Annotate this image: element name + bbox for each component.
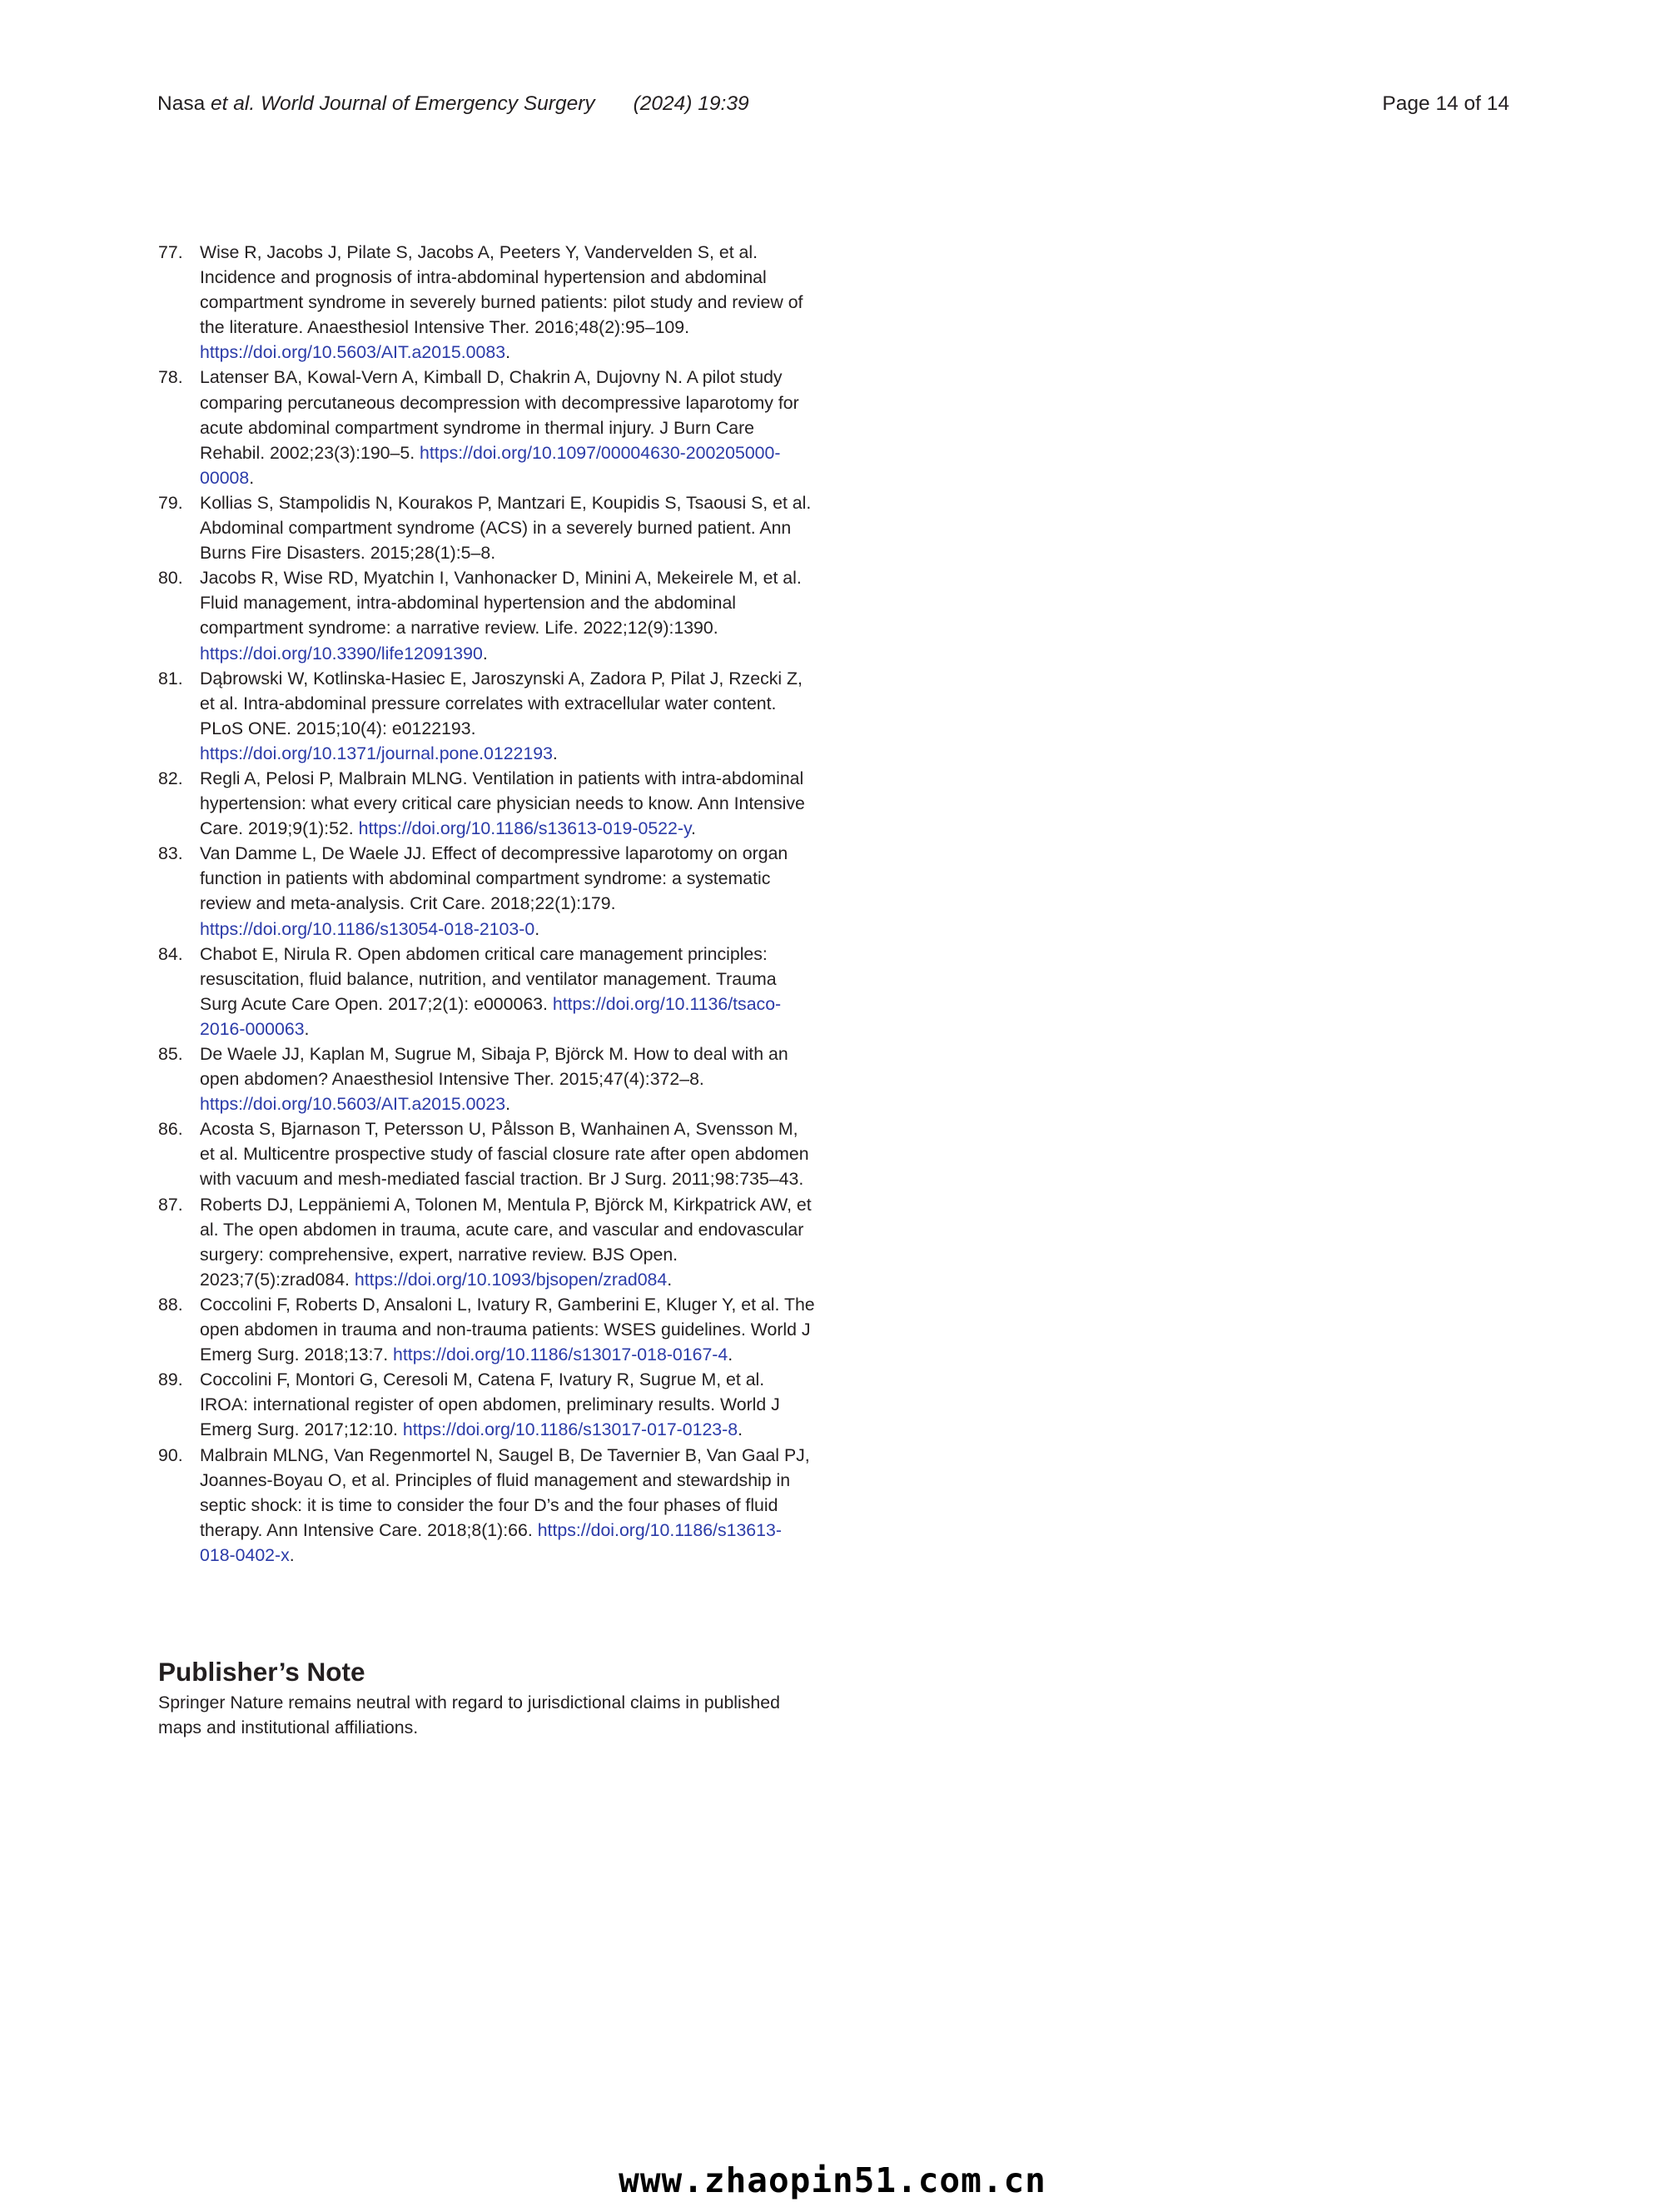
reference-end-punctuation: . — [552, 743, 558, 763]
reference-end-punctuation: . — [728, 1345, 733, 1365]
reference-body — [200, 1443, 816, 1568]
doi-link[interactable]: https://doi.org/10.5603/AIT.a2015.0083 — [200, 342, 506, 363]
reference-number: 80. — [158, 568, 183, 589]
running-head — [157, 90, 1509, 118]
publisher-note-text: Springer Nature remains neutral with regard to jurisdictional claims in published maps and institutional affiliations. — [158, 1693, 780, 1738]
reference-body — [200, 766, 816, 841]
running-head-citation — [157, 90, 749, 118]
doi-link[interactable]: https://doi.org/10.1093/bjsopen/zrad084 — [354, 1269, 668, 1290]
reference-item — [158, 942, 816, 1041]
header-authors: Nasa — [157, 92, 211, 115]
reference-end-punctuation: . — [304, 1018, 310, 1039]
reference-item — [158, 766, 816, 841]
reference-body — [200, 666, 816, 766]
reference-number: 87. — [158, 1194, 183, 1215]
watermark-url: www.zhaopin51.com.cn — [619, 2160, 1046, 2200]
doi-link[interactable]: https://doi.org/10.1186/s13017-018-0167-4 — [393, 1345, 728, 1365]
reference-text: Jacobs R, Wise RD, Myatchin I, Vanhonacker D, Minini A, Mekeirele M, et al. Fluid management, intra-abdominal hypertension and the abdominal compartment syndrome: a narrative review. Life. 2022;12(9):1390. — [200, 568, 802, 639]
reference-text: Roberts DJ, Leppäniemi A, Tolonen M, Mentula P, Björck M, Kirkpatrick AW, et al. The open abdomen in trauma, acute care, and vascular and endovascular surgery: comprehensive, expert, narrative review. BJS Open. 2023;7(5):zrad084. — [200, 1194, 812, 1290]
reference-body — [200, 1192, 816, 1292]
reference-item — [158, 240, 816, 365]
reference-body — [200, 1116, 816, 1191]
reference-end-punctuation: . — [249, 467, 255, 488]
doi-link[interactable]: https://doi.org/10.1186/s13613-019-0522-y — [358, 818, 692, 839]
reference-end-punctuation: . — [738, 1419, 743, 1440]
reference-number: 84. — [158, 943, 183, 964]
reference-text: Acosta S, Bjarnason T, Petersson U, Pålsson B, Wanhainen A, Svensson M, et al. Multicentre prospective study of fascial closure rate after open abdomen with vacuum and mesh-mediated fascial traction. Br J Surg. 2011;98:735–43. — [200, 1119, 809, 1190]
reference-number: 81. — [158, 668, 183, 688]
reference-body — [200, 1367, 816, 1442]
reference-item — [158, 365, 816, 490]
reference-body — [200, 1041, 816, 1116]
reference-text: Coccolini F, Montori G, Ceresoli M, Catena F, Ivatury R, Sugrue M, et al. IROA: international register of open abdomen, preliminary results. World J Emerg Surg. 2017;12:10. — [200, 1369, 780, 1440]
reference-number: 79. — [158, 492, 183, 513]
reference-text: Malbrain MLNG, Van Regenmortel N, Saugel B, De Tavernier B, Van Gaal PJ, Joannes-Boyau O, et al. Principles of fluid management and stewardship in septic shock: it is time to consider the four D’s and the four phases of fluid therapy. Ann Intensive Care. 2018;8(1):66. — [200, 1444, 810, 1540]
reference-text: Chabot E, Nirula R. Open abdomen critical care management principles: resuscitation, fluid balance, nutrition, and ventilator management. Trauma Surg Acute Care Open. 2017;2(1): e000063. — [200, 943, 777, 1014]
doi-link[interactable]: https://doi.org/10.1371/journal.pone.0122193 — [200, 743, 553, 763]
reference-text: Wise R, Jacobs J, Pilate S, Jacobs A, Peeters Y, Vandervelden S, et al. Incidence and prognosis of intra-abdominal hypertension and abdominal compartment syndrome in severely burned patients: pilot study and review of the literature. Anaesthesiol Intensive Ther. 2016;48(2):95–109. — [200, 242, 803, 338]
reference-item — [158, 1192, 816, 1292]
reference-item — [158, 1292, 816, 1367]
reference-number: 86. — [158, 1119, 183, 1140]
reference-text: De Waele JJ, Kaplan M, Sugrue M, Sibaja P, Björck M. How to deal with an open abdomen? Anaesthesiol Intensive Ther. 2015;47(4):372–8. — [200, 1044, 788, 1090]
reference-text: Regli A, Pelosi P, Malbrain MLNG. Ventilation in patients with intra-abdominal hypertension: what every critical care physician needs to know. Ann Intensive Care. 2019;9(1):52. — [200, 768, 805, 839]
reference-number: 78. — [158, 367, 183, 388]
header-issue: (2024) 19:39 — [633, 92, 749, 115]
doi-link[interactable]: https://doi.org/10.1186/s13054-018-2103-0 — [200, 918, 535, 939]
reference-end-punctuation: . — [691, 818, 696, 839]
reference-item — [158, 666, 816, 766]
reference-body — [200, 240, 816, 365]
doi-link[interactable]: https://doi.org/10.1136/tsaco-2016-000063 — [200, 993, 782, 1039]
doi-link[interactable]: https://doi.org/10.1097/00004630-200205000-00008 — [200, 442, 781, 488]
reference-number: 77. — [158, 242, 183, 262]
doi-link[interactable]: https://doi.org/10.3390/life12091390 — [200, 643, 483, 664]
reference-end-punctuation: . — [482, 643, 488, 664]
reference-end-punctuation: . — [505, 1094, 510, 1115]
reference-number: 85. — [158, 1044, 183, 1064]
reference-item — [158, 841, 816, 941]
reference-text: Coccolini F, Roberts D, Ansaloni L, Ivatury R, Gamberini E, Kluger Y, et al. The open abdomen in trauma and non-trauma patients: WSES guidelines. World J Emerg Surg. 2018;13:7. — [200, 1294, 815, 1365]
reference-body — [200, 565, 816, 665]
reference-list — [158, 240, 816, 1568]
reference-item — [158, 1443, 816, 1568]
header-journal: et al. World Journal of Emergency Surgery — [211, 92, 595, 115]
page-number: Page 14 of 14 — [1382, 92, 1509, 115]
doi-link[interactable]: https://doi.org/10.1186/s13613-018-0402-x — [200, 1519, 782, 1565]
doi-link[interactable]: https://doi.org/10.5603/AIT.a2015.0023 — [200, 1094, 506, 1115]
publisher-note-heading: Publisher’s Note — [158, 1657, 365, 1687]
reference-item — [158, 1116, 816, 1191]
reference-item — [158, 565, 816, 665]
reference-item — [158, 1367, 816, 1442]
reference-end-punctuation: . — [667, 1269, 673, 1290]
reference-number: 89. — [158, 1369, 183, 1390]
reference-body — [200, 365, 816, 490]
reference-number: 82. — [158, 768, 183, 788]
reference-text: Kollias S, Stampolidis N, Kourakos P, Mantzari E, Koupidis S, Tsaousi S, et al. Abdominal compartment syndrome (ACS) in a severely burned patient. Ann Burns Fire Disasters. 2015;28(1):5–8. — [200, 492, 812, 564]
reference-body — [200, 1292, 816, 1367]
reference-text: Van Damme L, De Waele JJ. Effect of decompressive laparotomy on organ function in patients with abdominal compartment syndrome: a systematic review and meta-analysis. Crit Care. 2018;22(1):179. — [200, 843, 788, 914]
reference-body — [200, 490, 816, 565]
reference-text: Latenser BA, Kowal-Vern A, Kimball D, Chakrin A, Dujovny N. A pilot study comparing percutaneous decompression with decompressive laparotomy for acute abdominal compartment syndrome in thermal injury. J Burn Care Rehabil. 2002;23(3):190–5. — [200, 367, 799, 463]
reference-item — [158, 490, 816, 565]
reference-number: 83. — [158, 843, 183, 864]
reference-number: 90. — [158, 1444, 183, 1465]
reference-number: 88. — [158, 1294, 183, 1315]
reference-end-punctuation: . — [505, 342, 510, 363]
doi-link[interactable]: https://doi.org/10.1186/s13017-017-0123-8 — [402, 1419, 738, 1440]
reference-item — [158, 1041, 816, 1116]
reference-end-punctuation: . — [289, 1544, 295, 1565]
reference-end-punctuation: . — [534, 918, 540, 939]
reference-text: Dąbrowski W, Kotlinska-Hasiec E, Jaroszynski A, Zadora P, Pilat J, Rzecki Z, et al. Intra-abdominal pressure correlates with extracellular water content. PLoS ONE. 2015;10(4): e0122193. — [200, 668, 803, 738]
reference-body — [200, 841, 816, 941]
reference-body — [200, 942, 816, 1041]
